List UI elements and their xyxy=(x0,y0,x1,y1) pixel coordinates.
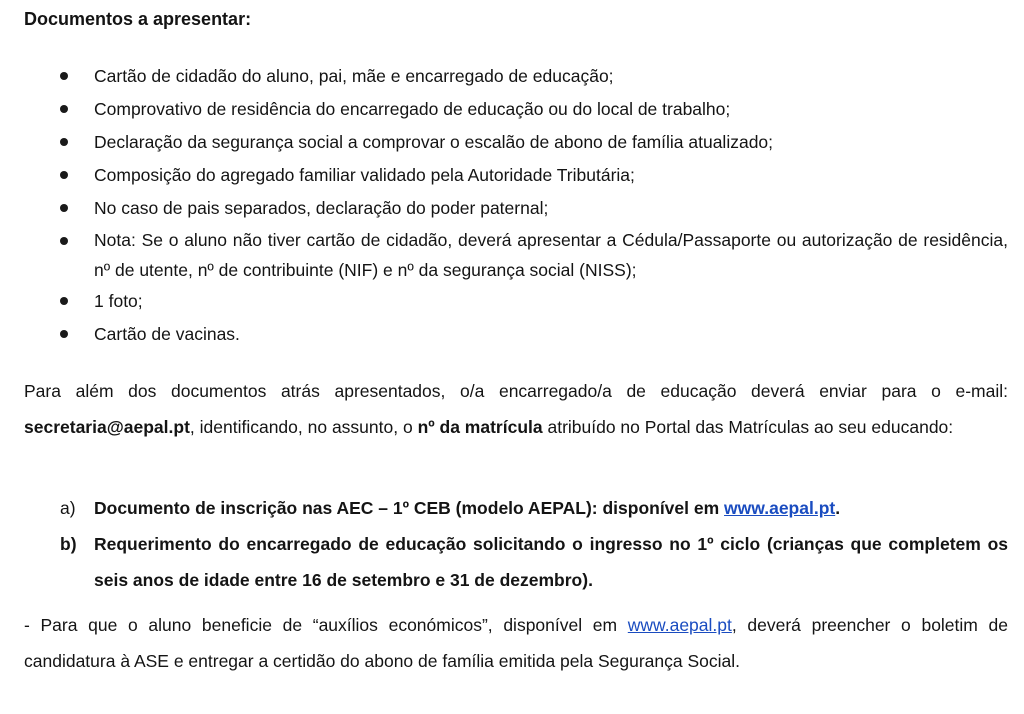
list-item-note xyxy=(0,225,1024,285)
bullet-dot-icon xyxy=(60,330,68,338)
bullet-dot-icon xyxy=(60,171,68,179)
aepal-website-link[interactable]: www.aepal.pt xyxy=(724,498,836,518)
list-item xyxy=(0,285,1024,318)
list-item xyxy=(0,60,1024,93)
list-item-text: Documento de inscrição nas AEC – 1º CEB (modelo AEPAL): disponível em xyxy=(94,498,725,518)
economic-aid-paragraph xyxy=(24,607,1008,679)
aepal-website-link[interactable]: www.aepal.pt xyxy=(627,615,732,635)
bullet-dot-icon xyxy=(60,105,68,113)
list-item xyxy=(0,192,1024,225)
paragraph-text: atribuído no Portal das Matrículas ao seu educando: xyxy=(542,417,954,437)
bullet-dot-icon xyxy=(60,204,68,212)
list-item xyxy=(0,93,1024,126)
paragraph-text: , identificando, no assunto, o xyxy=(189,417,418,437)
email-instructions-paragraph xyxy=(24,373,1008,445)
email-address: secretaria@aepal.pt xyxy=(24,417,190,437)
list-item-a xyxy=(0,490,1024,526)
paragraph-text: , deverá preencher o boletim de candidatura à ASE e entregar a certidão do abono de família emitida pela Segurança Social. xyxy=(24,615,1009,671)
list-marker: b) xyxy=(60,534,77,554)
list-item-text: Declaração da segurança social a comprovar o escalão de abono de família atualizado; xyxy=(94,132,774,152)
list-item xyxy=(0,318,1024,351)
list-item-suffix: . xyxy=(835,498,841,518)
list-item xyxy=(0,126,1024,159)
list-item xyxy=(0,159,1024,192)
registration-number-label: nº da matrícula xyxy=(417,417,543,437)
list-item-text: Comprovativo de residência do encarregado de educação ou do local de trabalho; xyxy=(94,99,731,119)
paragraph-text: Para além dos documentos atrás apresentados, o/a encarregado/a de educação deverá enviar para o e-mail: xyxy=(24,381,1008,401)
documents-list xyxy=(0,60,1024,351)
required-forms-list xyxy=(0,490,1024,598)
list-item-text: 1 foto; xyxy=(94,291,143,311)
list-marker: a) xyxy=(60,498,76,518)
list-item-text: Composição do agregado familiar validado pela Autoridade Tributária; xyxy=(94,165,635,185)
list-item-text: No caso de pais separados, declaração do poder paternal; xyxy=(94,198,549,218)
bullet-dot-icon xyxy=(60,297,68,305)
list-item-text: Cartão de vacinas. xyxy=(94,324,240,344)
list-item-b xyxy=(0,526,1024,598)
paragraph-text: - Para que o aluno beneficie de “auxílios económicos”, disponível em xyxy=(24,615,628,635)
bullet-dot-icon xyxy=(60,138,68,146)
list-item-text: Nota: Se o aluno não tiver cartão de cidadão, deverá apresentar a Cédula/Passaporte ou autorização de residência, nº de utente, nº de contribuinte (NIF) e nº da segurança social (NISS); xyxy=(94,230,1008,280)
section-heading: Documentos a apresentar: xyxy=(24,9,252,29)
bullet-dot-icon xyxy=(60,72,68,80)
bullet-dot-icon xyxy=(60,237,68,245)
list-item-text: Requerimento do encarregado de educação solicitando o ingresso no 1º ciclo (crianças que completem os seis anos de idade entre 16 de setembro e 31 de dezembro). xyxy=(94,534,1008,590)
list-item-text: Cartão de cidadão do aluno, pai, mãe e encarregado de educação; xyxy=(94,66,614,86)
